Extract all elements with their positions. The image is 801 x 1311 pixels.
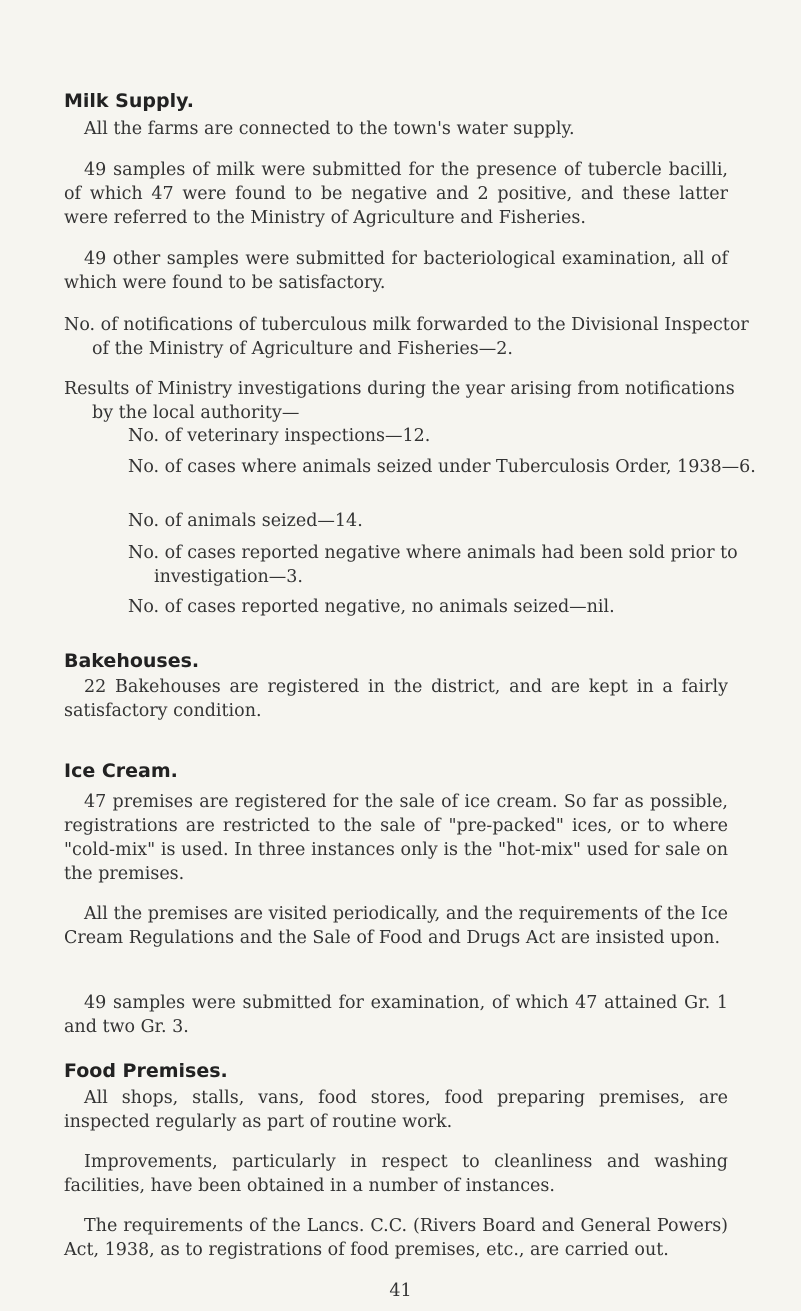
ice-cream-paragraph-1: 47 premises are registered for the sale of ice cream. So far as possible, registrations are restricted to the sale of "pre-packed" ices, or to where "cold-mix" is used. In three instances only is the "hot-mix" used for sale on the premises.: [64, 792, 728, 884]
page-number: 41: [389, 1281, 412, 1301]
milk-supply-notifications: No. of notifications of tuberculous milk forwarded to the Divisional Inspector of the Ministry of Agriculture and Fisheries—2.: [64, 315, 749, 359]
bakehouses-paragraph: 22 Bakehouses are registered in the district, and are kept in a fairly satisfactory condition.: [64, 677, 728, 721]
list-item: No. of cases reported negative where animals had been sold prior to investigation—3.: [128, 543, 738, 587]
food-premises-paragraph-2: Improvements, particularly in respect to cleanliness and washing facilities, have been obtained in a number of instances.: [64, 1152, 728, 1196]
food-premises-heading: Food Premises.: [64, 1060, 228, 1082]
food-premises-paragraph-1: All shops, stalls, vans, food stores, food preparing premises, are inspected regularly as part of routine work.: [64, 1088, 728, 1132]
ice-cream-heading: Ice Cream.: [64, 760, 178, 782]
milk-supply-heading: Milk Supply.: [64, 90, 194, 112]
milk-supply-paragraph-3: 49 other samples were submitted for bacteriological examination, all of which were found to be satisfactory.: [64, 249, 728, 293]
bakehouses-heading: Bakehouses.: [64, 650, 200, 672]
ice-cream-paragraph-3: 49 samples were submitted for examination, of which 47 attained Gr. 1 and two Gr. 3.: [64, 993, 728, 1037]
ice-cream-paragraph-2: All the premises are visited periodically, and the requirements of the Ice Cream Regulations and the Sale of Food and Drugs Act are insisted upon.: [64, 904, 728, 948]
list-item: No. of cases reported negative, no animals seized—nil.: [128, 597, 615, 617]
milk-supply-paragraph-2: 49 samples of milk were submitted for the presence of tubercle bacilli, of which 47 were found to be negative and 2 positive, and these latter were referred to the Ministry of Agriculture and Fisheries.: [64, 160, 728, 228]
list-item: No. of animals seized—14.: [128, 511, 363, 531]
food-premises-paragraph-3: The requirements of the Lancs. C.C. (Rivers Board and General Powers) Act, 1938, as to registrations of food premises, etc., are carried out.: [64, 1216, 728, 1260]
list-item: No. of veterinary inspections—12.: [128, 426, 431, 446]
milk-supply-paragraph-1: All the farms are connected to the town's water supply.: [84, 119, 575, 139]
milk-supply-results-intro: Results of Ministry investigations during the year arising from notifications by the local authority—: [64, 379, 735, 423]
list-item: No. of cases where animals seized under Tuberculosis Order, 1938—6.: [128, 457, 756, 477]
